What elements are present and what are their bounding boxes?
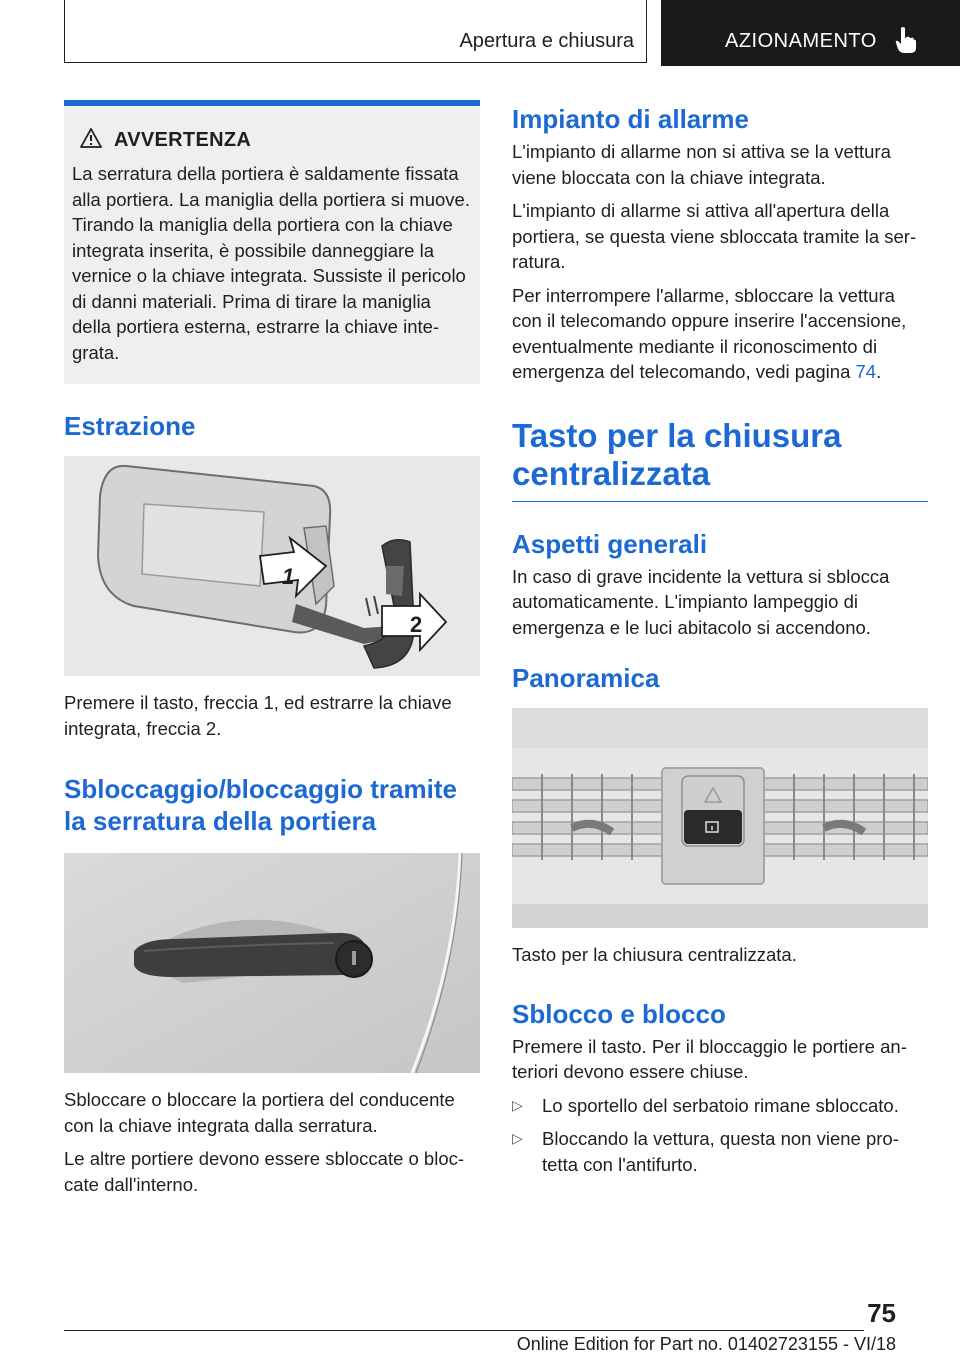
bullet-triangle-icon: ▷ xyxy=(512,1096,523,1113)
warning-title: AVVERTENZA xyxy=(114,129,252,151)
allarme-text-2: L'impianto di allarme si attiva all'apertura della portiera, se questa viene sbloccata tramite la serratura. xyxy=(512,200,917,272)
serratura-text-2: Le altre portiere devono essere sbloccate o bloccate dall'interno. xyxy=(64,1148,465,1195)
sblocco-bullet-list xyxy=(512,1093,928,1178)
page-number: 75 xyxy=(867,1298,896,1328)
list-item: ▷ Lo sportello del serbatoio rimane sbloccato. xyxy=(512,1093,928,1119)
allarme-text-1: L'impianto di allarme non si attiva se la vettura viene bloccata con la chiave integrata. xyxy=(512,141,891,188)
right-column xyxy=(512,103,928,1185)
breadcrumb[interactable]: Apertura e chiusura xyxy=(459,30,634,52)
estrazione-caption: Premere il tasto, freccia 1, ed estrarre la chiave integrata, freccia 2. xyxy=(64,692,452,739)
heading-estrazione: Estrazione xyxy=(64,411,196,441)
key-extraction-image xyxy=(64,456,480,676)
hand-pointer-icon xyxy=(895,26,917,59)
heading-sblocco-blocco: Sblocco e blocco xyxy=(512,998,726,1029)
warning-triangle-icon xyxy=(80,128,102,153)
page-header xyxy=(0,0,960,66)
footer-edition: Online Edition for Part no. 01402723155 - VI/18 xyxy=(516,1334,896,1354)
heading-allarme: Impianto di allarme xyxy=(512,104,749,134)
central-lock-button-image xyxy=(512,708,928,928)
warning-text: La serratura della portiera è saldamente fissata alla portiera. La maniglia della portiera si muove. Tirando la maniglia della portiera con la chiave integrata inserita, è possibile danneggiare la vernice o la chiave integrata. Sussiste il pericolo di danni materiali. Prima di tirare la maniglia della portiera esterna, estrarre la chiave integrata. xyxy=(72,163,470,363)
figure-label-2: 2 xyxy=(410,612,423,637)
section-tab[interactable] xyxy=(661,0,960,66)
title-tasto-chiusura: Tasto per la chiusura centralizzata xyxy=(512,417,928,502)
generali-text: In caso di grave incidente la vettura si sblocca automaticamente. L'impianto lampeggio di emergenza e le luci abitacolo si accendono. xyxy=(512,565,890,638)
list-item: ▷ Bloccando la vettura, questa non viene protetta con l'antifurto. xyxy=(512,1128,899,1175)
page-reference-link[interactable]: 74 xyxy=(855,361,877,382)
footer-divider xyxy=(64,1330,864,1331)
serratura-text-1: Sbloccare o bloccare la portiera del conducente con la chiave integrata dalla serratura. xyxy=(64,1089,455,1136)
door-handle-image xyxy=(64,853,480,1073)
sblocco-text: Premere il tasto. Per il bloccaggio le portiere anteriori devono essere chiuse. xyxy=(512,1035,907,1082)
bullet-triangle-icon: ▷ xyxy=(512,1130,523,1146)
allarme-text-3: Per interrompere l'allarme, sbloccare la vettura con il telecomando oppure inserire l'accensione, eventualmente mediante il riconoscimento di emergenza del telecomando, vedi pagina 74. xyxy=(512,284,907,382)
left-column xyxy=(64,100,480,1197)
heading-serratura: Sbloccaggio/bloccaggio tramite la serratura della portiera xyxy=(64,774,457,836)
heading-aspetti-generali: Aspetti generali xyxy=(512,528,708,559)
warning-box xyxy=(64,100,480,384)
panoramica-caption: Tasto per la chiusura centralizzata. xyxy=(512,944,797,965)
section-label: AZIONAMENTO xyxy=(725,30,877,52)
breadcrumb-box xyxy=(64,0,647,63)
heading-panoramica: Panoramica xyxy=(512,663,660,693)
figure-label-1: 1 xyxy=(282,564,295,589)
